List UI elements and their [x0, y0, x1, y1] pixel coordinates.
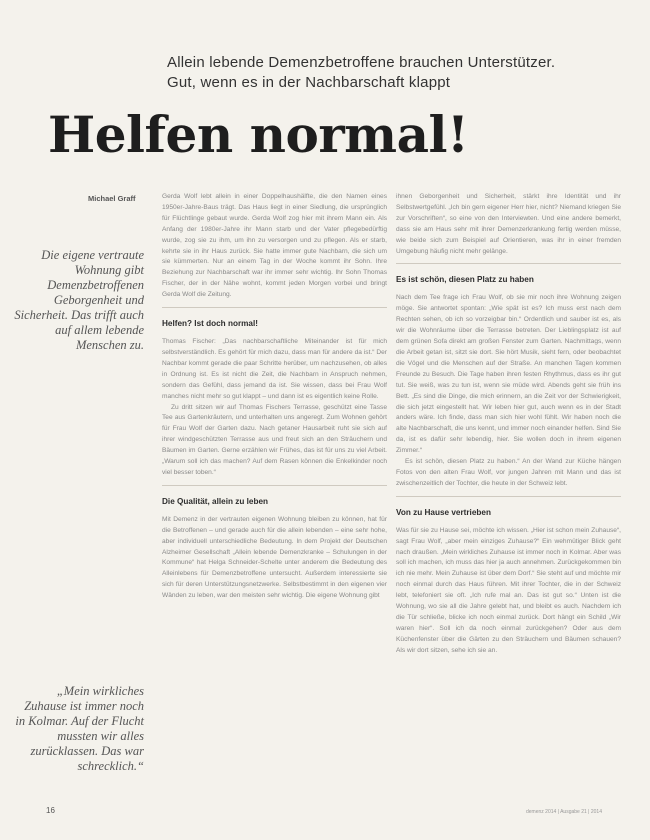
page-footer: demenz 2014 | Ausgabe 21 | 2014 — [526, 809, 602, 815]
body-paragraph: Was für sie zu Hause sei, möchte ich wissen. „Hier ist schon mein Zuhause“, sagt Frau Wolf, „aber mein einziges Zuhause?“ Ein wehmütiger Blick geht nach draußen. „Mein wirkliches Zuhause ist immer noch in Kolmar. Aber was soll ich machen, ich muss das hier ja auch annehmen. Zurückgekommen bin ich nie mehr. Mein Zuhause ist über dem Dorf.“ Sie steht auf und möchte mir noch einmal durch das Haus führen. Mit ihrer Tochter, die in der Schweiz lebt, telefoniert sie oft. „Ich rufe mal an. Das ist gut so.“ Unten ist die Wohnung, wo sie all die Jahre gelebt hat, und bleibt es auch. Nachdem ich die Tür schließe, blicke ich noch einmal zurück. Dort hängt ein Schild „Wir waren hier“. Soll ich da noch einmal zurückgehen? Oder aus dem Küchenfenster über die Gärten zu den Sträuchern und Bäumen schauen? Als wir dort sitzen, sehe ich sie an. — [396, 526, 621, 654]
intro-paragraph: Gerda Wolf lebt allein in einer Doppelhaushälfte, die den Namen eines 1950er-Jahre-Baus trägt. Das Haus liegt in einer Siedlung, die ursprünglich für Flüchtlinge gebaut wurde. Gerda Wolf zog hier mit ihrem Mann ein. Als Anfang der 1980er-Jahre ihr Mann starb und der Vater pflegebedürftig wurde, zog sie zu ihm, um ihn zu versorgen und zu pflegen. Als er starb, kehrte sie in ihr Haus zurück. Sie hatte immer gute Nachbarn, die sich um sie kümmerten. Nur an einem Tag in der Woche kommt ihr Sohn. Ihre Beziehung zur Nachbarschaft war ihr immer sehr wichtig. Ihr Sohn Thomas Fischer, der in der Nähe wohnt, kommt jeden Morgen vorbei und bringt Gerda Wolf die Zeitung. — [162, 193, 387, 299]
headline: Helfen normal! — [48, 105, 469, 164]
subheading-platz: Es ist schön, diesen Platz zu haben — [396, 275, 534, 285]
subheading-helfen: Helfen? Ist doch normal! — [162, 319, 258, 329]
body-paragraph: Nach dem Tee frage ich Frau Wolf, ob sie mir noch ihre Wohnung zeigen möge. Sie antwortet spontan: „Wie spät ist es? Ich muss erst nach dem Rechten sehen, ob ich so vorzeigbar bin.“ Ordentlich und sauber ist es, als wir die Wohnräume über die Terrasse betreten. Der Lieblingsplatz ist auf dem grünen Sofa direkt am großen Fenster zum Garten. Nachmittags, wenn die Arbeit getan ist, sitzt sie dort. Sie hört Musik, sieht fern, oder beobachtet die Vögel und die Menschen auf der Straße. An manchen Tagen kommen Freunde zu Besuch. Die Tage haben ihren festen Rhythmus, dass es ihr gut tut. Sie weiß, was zu tun ist, wenn sie müde wird. Abends geht sie früh ins Bett. „Es sind die Dinge, die mich erinnern, an die Zeit vor der Schwierigkeit, die sich jetzt eingestellt hat. Wir leben hier gut, auch wenn es in der Stadt anders wäre. Ich finde, dass man sich hier wohl fühlt. Wir haben noch die alte Nachbarschaft, die uns kennt, und immer noch einander helfen. Sind Sie da, ist es dafür sehr lebendig, hier. Sie wollen doch in ihrem eigenen Zimmer.“ — [396, 294, 621, 455]
page-number: 16 — [46, 806, 55, 815]
dek-line-2: Gut, wenn es in der Nachbarschaft klappt — [167, 74, 451, 91]
body-column-middle — [162, 192, 387, 822]
body-paragraph: Zu dritt sitzen wir auf Thomas Fischers Terrasse, geschützt eine Tasse Tee aus Gartenkräutern, und unterhalten uns angeregt. Zum Wohnen gehört für Frau Wolf der Garten dazu. Nach getaner Hausarbeit ruht sie sich auf ihrer windgeschützten Terrasse aus und freut sich an den Sträuchern und Bäumen im Garten. Gerne erzählen wir Frühes, das ist für uns zu viel Arbeit. „Warum soll ich das machen? Auf dem Rasen können die Enkelkinder noch viel besser toben.“ — [162, 403, 387, 476]
body-paragraph: Es ist schön, diesen Platz zu haben.“ An der Wand zur Küche hängen Fotos von den alten Frau Wolf, vor jungen Jahren mit Mann und das ist zwischenzeitlich der Tochter, die heute in der Schweiz lebt. — [396, 458, 621, 487]
body-paragraph: Mit Demenz in der vertrauten eigenen Wohnung bleiben zu können, hat für die Betroffenen – und gerade auch für die allein lebenden – eine sehr hohe, aber individuell unterschiedliche Bedeutung. In dem Projekt der Deutschen Alzheimer Gesellschaft „Allein lebende Demenzkranke – Schulungen in der Kommune“ hat Helga Schneider-Schelte unter anderem die Bedeutung des Alleinlebens für Demenzbetroffene untersucht. Außerdem interessierte sie sich für deren Unterstützungsnetzwerke. Selbstbestimmt in den eigenen vier Wänden zu leben, war den meisten sehr wichtig. Die eigene Wohnung gibt — [162, 515, 387, 600]
subheading-qualitaet: Die Qualität, allein zu leben — [162, 496, 269, 506]
pull-quote-1: Die eigene vertraute Wohnung gibt Demenzbetroffenen Geborgenheit und Sicherheit. Das trifft auch auf allem lebende Menschen zu. — [14, 248, 144, 352]
section-divider — [162, 307, 387, 308]
body-column-right — [396, 192, 621, 822]
section-divider — [396, 496, 621, 497]
body-paragraph: ihnen Geborgenheit und Sicherheit, stärkt ihre Identität und ihr Selbstwertgefühl. „Ich bin gern eigener Herr hier, nicht? Niemand kriegen Sie zur Vorschriften“, so eine von den Interviewten. Und eine andere bemerkt, dass sie am Haus sehr mit ihrer Demenzerkrankung fertig werden müsse, wie beide sich zum Beispiel auf Orientieren, was ihr in einer fremden Umgebung häufig nicht mehr gelänge. — [396, 193, 621, 255]
dek-line-1: Allein lebende Demenzbetroffene brauchen Unterstützer. — [167, 54, 556, 71]
article-dek — [167, 53, 607, 93]
byline: Michael Graff — [88, 194, 136, 203]
section-divider — [162, 485, 387, 486]
section-divider — [396, 263, 621, 264]
body-paragraph: Thomas Fischer: „Das nachbarschaftliche Miteinander ist für mich selbstverständlich. Es gehört für mich dazu, dass man für andere da ist.“ Der Nachbar kommt gerade die paar Schritte herüber, um nachzusehen, ob alles in Ordnung ist. Es ist nicht die Zeit, die Nachbarn in Anspruch nehmen, sondern das Gefühl, dass jemand da ist. Sie wissen, dass bei Frau Wolf manches nicht mehr so gut klappt – und dann ist es eigentlich keine Rolle. — [162, 338, 387, 400]
pull-quote-2: „Mein wirkliches Zuhause ist immer noch in Kolmar. Auf der Flucht mussten wir alles zurücklassen. Das war schrecklich.“ — [15, 684, 144, 773]
subheading-vertrieben: Von zu Hause vertrieben — [396, 507, 491, 517]
